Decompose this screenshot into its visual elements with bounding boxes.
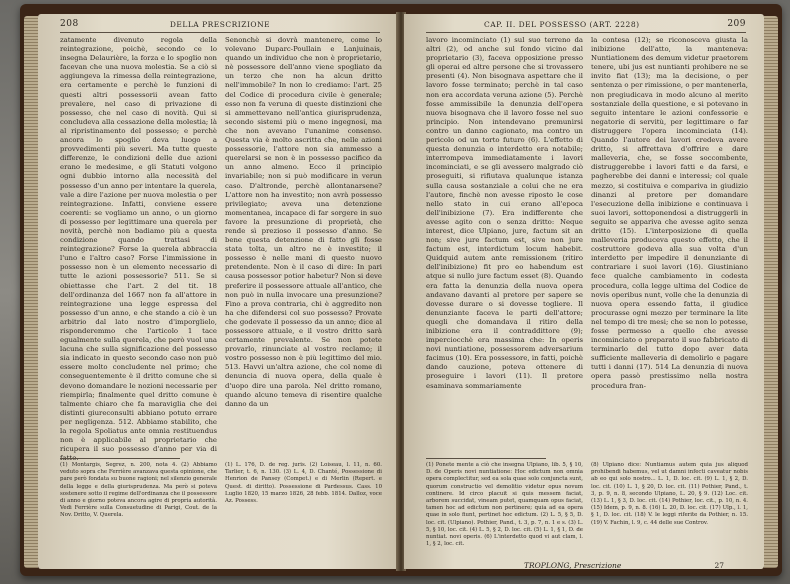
footnote-rule	[60, 458, 180, 459]
signature-mark: 27	[714, 561, 724, 570]
left-page	[38, 14, 398, 569]
left-footnotes	[60, 462, 382, 562]
left-body	[60, 36, 382, 463]
right-page	[404, 14, 764, 569]
left-footnotes-2: (1) L. 176, D. de reg. juris. (2) Loiseau, l. 11, n. 60. Tarlier, t. 6, n. 130. (3) L. 4, D. Chanté, Possessione di Henrion de Pansey (Compet.) e di Merlin (Repert. e Quest. di diritto). Possessione di Pardessus. Cass. 10 Luglio 1820, 15 marzo 1826, 28 febb. 1814. Dalloz, voce Az. Possess.	[225, 462, 382, 505]
book-spread	[20, 4, 782, 576]
footnote-rule	[426, 458, 546, 459]
page-number: 208	[60, 19, 79, 29]
left-column-2: Senonchè si dovrà mantenere, come lo volevano Duparc-Poullain e Lanjuinais, quando un individuo che non è proprietario, nè possessore dell'anno viene spogliato da un terzo che non ha alcun dritto nell'immobile? In non lo crediamo: l'art. 25 del Codice di procedura civile è generale; esso non fa veruna di queste distinzioni che si ammettevano nell'antica giurisprudenza, secondo sistemi più o meno ingegnosi, ma che non avevano l'unanime consenso. Questa via è molto ascritta che, nelle azioni possessorie, l'attore non sia ammesso a querelarsi se non è in possesso pacifico da un anno almeno. Ecco il principio invariabile; non si può modificare in verun caso. D'altronde, perchè allontanarsene? L'attore non ha investito; non avrà possesso privilegiato; aveva una detenzione momentanea, incapace di far sorgere in suo favore la presunzione di proprietà, che rende sì prezioso il possesso d'anno. Se bene questa detenzione di fatto gli fosse stata tolta, un altro ne è investito; il possesso è nelle mani di questo nuovo pretendente. Non è il caso di dire: In pari causa possessor potior habetur? Non si deve preferire il possessore attuale all'antico, che non può in nulla invocare una presunzione? Fino a prova contraria, chi è aggredito non ha che difendersi col suo possesso? Provate che godevate il possesso da un anno; dice al possessore attuale, e il vostro dritto sarà certamente prevalente. Se non potete provarlo, rinunciate al vostro reclamo; il vostro possesso non è più legittimo del mio. 513. Havvi un'altra azione, che col nome di denuncia di nuova opera, della quale è d'uopo dire una parola. Nel dritto romano, quando alcuno temeva di risentire qualche danno da un	[225, 36, 382, 408]
signature-text: TROPLONG, Prescrizione	[524, 561, 622, 570]
running-head: DELLA PRESCRIZIONE	[169, 20, 271, 29]
right-column-1: lavoro incominciato (1) sul suo terreno da altri (2), od anche sul fondo vicino dal proprietario (3), faceva opposizione presso gli operai ed altre persone che si trovassero presenti (4). Non bisognava aspettare che il lavoro fosse terminato; perchè in tal caso non era accordata veruna azione (5). Perchè fosse ammissibile la denunzia dell'opera nuova bisognava che il lavoro fosse nel suo principio. Non intendevano premunirsi contro un danno cagionato, ma contro un pericolo od un torto futuro (6). L'effetto di questa denunzia o interdetto era notabile; interrompeva immediatamente i lavori incominciati, e se gli avessero malgrado ciò proseguiti, si rifiutava qualunque istanza sulla causa sostanziale a colui che ne era l'autore, finchè non avesse riposto le cose nello stato in cui erano all'epoca dell'inibizione (7). Era indifferente che avesse agito con o senza dritto: Neque interest, dice Ulpiano, jure, factum sit an non; sive jure factum est, sive non jure factum est, interdictum locum habebit. Quidquid autem ante remissionem (ritiro dell'inibizione) fit pro eo habendum est atque si nullo jure factum esset (8). Quando era fatta la denunzia della nuova opera andavano davanti al pretore per sapere se dovesse durare o si dovesse togliere. Il denunziante faceva le parti dell'attore; quegli che domandava il ritiro della inibizione era il contraddittore (9); imperciocchè era massima che: In operis novi nuntiatione, possessorem adversarium facimus (10). Era possessore, in fatti, poichè dando cauzione, poteva ottenere di proseguire i lavori (11). Il pretore esaminava sommariamente	[426, 36, 583, 390]
left-column-1: zatamente divenuto regola della reintegrazione, poichè, secondo ce lo insegna Delaurière, la forza e lo spoglio non facevan che una nuova molestia. Se a ciò si aggiungeva la rimessa della reintegrazione, era certamente e perchè le funzioni di questi altri possessorii avean fatto prevalere, nel caso di privazione di possesso, che nel caso di novità. Qui si concludeva alla cessazione della molestia; là al ripristinamento del possesso; e perchè ancora lo spoglio deva luogo a provvedimenti più severi. Ma tutte queste differenze, le condizioni delle due azioni erano le medesime, e gli Statuti volgono ogni dubbio intorno alla necessità del possesso d'un anno per intentare la querela, vale a dire l'azione per nuova molestia o per reintegrazione. Infatti, conviene essere coerenti: se vogliamo un anno, o un giorno di possesso per legittimare una querela per novità, perchè non badiamo più a questa condizione quando trattasi di reintegrazione? Forse la querela abbraccia l'uno e l'altro caso? Forse l'immissione in possesso non è un elemento necessario di tutte le azioni possessorie? 511. Se si obiettasse che l'art. 2 del tit. 18 dell'ordinanza del 1667 non fa all'attore in reintegrazione una legge espressa del possesso d'un anno, e che stando a ciò è un arbitrio dal lato nostro d'imporglielo, risponderemmo che l'articolo 1 tace egualmente sulla querela, che però vuol una lacuna che sulla significazione del possesso sia indicato in questo secondo caso non può essere molto concludente nel primo; che conseguentemente è il dritto comune che si devono domandare le nozioni necessarie per riempirla; finalmente quel dritto comune è talmente chiaro che fa maraviglia che dei distinti giureconsulti abbiano potuto errare per negligenza. 512. Abbiamo stabilito, che la regola Spoliatus ante omnia restituendus non è applicabile al proprietario che ricupera il suo possesso d'anno per via di fatto.	[60, 36, 217, 463]
right-column-2: la contesa (12); se riconosceva giusta la inibizione dell'atto, la manteneva: Nuntiationem des demum videtur praetorem tenere, ubi jus est nuntianti prohibere ne se invito fiat (13); ma la decisione, o per sentenza o per rimissione, o per mantenerla, non pregiudicava in modo alcuno al merito sostanziale della questione, e si potevano in seguito intentare le azioni confessorie e negatorie di servitù, per legittimare o far distruggere l'opera incominciata (14). Quando l'autore dei lavori credeva avere dritto, si affrettava d'offrire e dare malleveria, che, se fosse soccombente, distruggerebbe i lavori fatti e da farsi, e pagherebbe dei danni e interessi; col quale mezzo, si costituiva e compariva in giudizio dinanzi al pretore per domandare l'esecuzione della inibizione e continuava i suoi lavori, sottoponendosi a distruggerli in seguito se appariva che avesse agito senza dritto (15). L'interposizione di quella malleveria produceva questo effetto, che il costruttore godeva alla sua volta d'un interdetto per impedire il denunziante di contrariare i suoi lavori (16). Giustiniano fece qualche cambiamento in codesta procedura, colla legge ultima del Codice de novis operibus nunt, volle che la denunzia di nuova opera essendo fatta, il giudice procurasse ogni mezzo per terminare la lite nel tempo di tre mesi; che se non lo potesse, fosse permesso a quello che avesse incominciato o preparato il suo fabbricato di terminarlo del tutto dopo aver data sufficiente malleveria di demolirlo e pagare tutti i danni (17). 514 La denunzia di nuova opera passò prestissimo nella nostra procedura fran-	[591, 36, 748, 390]
right-header	[426, 18, 746, 33]
left-footnotes-1: (1) Montargis, Segrez, n. 200, nota 4. (2) Abbiamo veduto sopra che Ferrière avanzava questa opinione, che pare però fondata su buone ragioni; nel silenzio generale della legge e della giurisprudenza. Ma però si poteva sostenere sotto il regime dell'ordinanza che il possessore di anno e giorno poteva ancora agire di propria autorità. Vedi Ferrière sulla Consuetudine di Parigi, Cout. de la Nov. Dritto, V. Querela.	[60, 462, 217, 519]
right-body	[426, 36, 748, 454]
right-footnotes-2: (8) Ulpiano dice: Nuntiamus autem quia jus aliquod prohibendi habemus, vel ut damni infecti caveatur nobis ab eo qui solo nostro... L. 1, D. loc. cit. (9) L. 1, § 2, D. loc. cit. (10) L. 1, § 20, D. loc. cit. (11) Pothier, Pand., t. 3, p. 9, n. 8, secondo Ulpiano, L. 20, § 9. (12) Loc. cit. (13) L. 1, § 3, D. loc. cit. (14) Pothier, loc. cit., p. 10, n. 4. (15) Idem, p. 9, n. 8. (16) L. 20, D. loc. cit. (17) Ulp., l. 1, § 1, D. loc. cit. (18) V. le leggi riferite da Pothier, n. 15. (19) V. Fachin, l. 9, c. 44 delle sue Controv.	[591, 462, 748, 526]
right-footnotes-1: (1) Ponete mente a ciò che insegna Ulpiano, lib. 5, § 10, D. de Operis novi nuntiatione: Hoc edictum non omnia opera complectitur, sed ea sola quae solo conjuncta sunt, quorum constructio vel demolitio videtur opus novum continere. Id circo placuit si quis messem faciat, arborem succidat, vineam putet, quamquam opus faciat, tamen hoc ad edictum non pertinere; quia ad ea opera quae in solo fiunt, pertinet hoc edictum. (2) L. 5, § 5, D. loc. cit. (Ulpiano). Pothier, Pand., t. 3, p. 7, n. 1 e s. (3) L. 5, § 10, loc. cit. (4) L. 5, § 2, D. loc. cit. (5) L. 1, § 1, D. de nuntiat. novi operis. (6) L'interdetto quod vi aut clam, l. 1, § 2, loc. cit.	[426, 462, 583, 548]
page-number: 209	[727, 19, 746, 29]
running-head: CAP. II. DEL POSSESSO (ART. 2228)	[484, 20, 640, 29]
page-edges-left	[24, 16, 38, 568]
right-footnotes	[426, 462, 748, 552]
page-edges-right	[764, 16, 778, 568]
left-header	[60, 18, 380, 33]
